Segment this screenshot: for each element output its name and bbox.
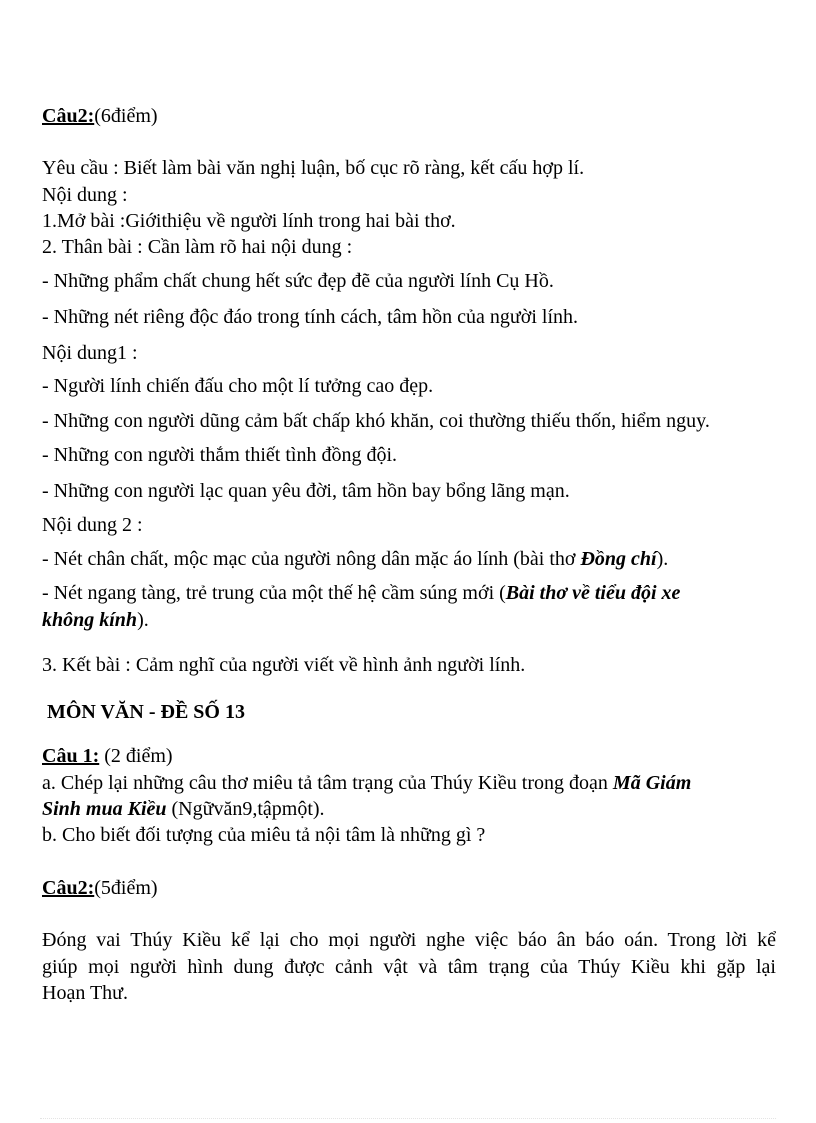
bullet-line: - Người lính chiến đấu cho một lí tưởng cao đẹp. [42,375,434,397]
intro-line: 1.Mở bài :Giớithiệu về người lính trong hai bài thơ. [42,210,456,232]
question-label: Câu2: [42,877,95,899]
question-label: Câu2: [42,105,95,127]
question-label: Câu 1: [42,745,100,767]
bullet-line: - Những con người thắm thiết tình đồng đội. [42,444,397,466]
question-points: (6điểm) [94,105,158,127]
bullet-line: - Những phẩm chất chung hết sức đẹp đẽ của người lính Cụ Hồ. [42,270,554,292]
bullet-dongchi [42,549,668,569]
requirement-line: Yêu cầu : Biết làm bài văn nghị luận, bố cục rõ ràng, kết cấu hợp lí. [42,157,585,179]
bullet-text: - Nét ngang tàng, trẻ trung của một thế hệ cầm súng mới ( [42,582,506,604]
bullet-xe-line2 [42,610,149,630]
content2-label: Nội dung 2 : [42,514,143,536]
body-line: 2. Thân bài : Cần làm rõ hai nội dung : [42,236,353,258]
question-points: (5điểm) [94,877,158,899]
question2-text-line2: giúp mọi người hình dung được cảnh vật và tâm trạng của Thúy Kiều khi gặp lại [42,956,776,978]
question2-text-line3: Hoạn Thư. [42,982,129,1004]
question1-b: b. Cho biết đối tượng của miêu tả nội tâm là những gì ? [42,824,486,846]
bullet-xe-line1 [42,583,680,603]
question-text: (Ngữvăn9,tậpmột). [166,798,325,820]
poem-title: Bài thơ về tiểu đội xe [505,582,681,604]
question-text: a. Chép lại những câu thơ miêu tả tâm trạng của Thúy Kiều trong đoạn [42,772,613,794]
bullet-text: - Nét chân chất, mộc mạc của người nông dân mặc áo lính (bài thơ [42,548,581,570]
poem-title: Sinh mua Kiều [42,798,167,820]
question-points: (2 điểm) [99,745,173,767]
bullet-text: ). [137,609,149,631]
footer-divider [40,1118,776,1119]
poem-title: Đồng chí [580,548,657,570]
conclusion-line: 3. Kết bài : Cảm nghĩ của người viết về hình ảnh người lính. [42,654,526,676]
section1-heading [42,106,158,126]
question1-a-line2 [42,799,325,819]
poem-title: không kính [42,609,138,631]
question1-heading [42,746,173,766]
content-label: Nội dung : [42,184,128,206]
poem-title: Mã Giám [612,772,692,794]
bullet-line: - Những nét riêng độc đáo trong tính cách, tâm hồn của người lính. [42,306,579,328]
question2-heading [42,878,158,898]
exam-title: MÔN VĂN - ĐỀ SỐ 13 [47,701,245,723]
bullet-line: - Những con người lạc quan yêu đời, tâm hồn bay bổng lãng mạn. [42,480,570,502]
bullet-text: ). [656,548,669,570]
question1-a-line1 [42,773,691,793]
question2-text-line1: Đóng vai Thúy Kiều kể lại cho mọi người nghe việc báo ân báo oán. Trong lời kể [42,929,776,951]
content1-label: Nội dung1 : [42,342,138,364]
bullet-line: - Những con người dũng cảm bất chấp khó khăn, coi thường thiếu thốn, hiểm nguy. [42,410,710,432]
